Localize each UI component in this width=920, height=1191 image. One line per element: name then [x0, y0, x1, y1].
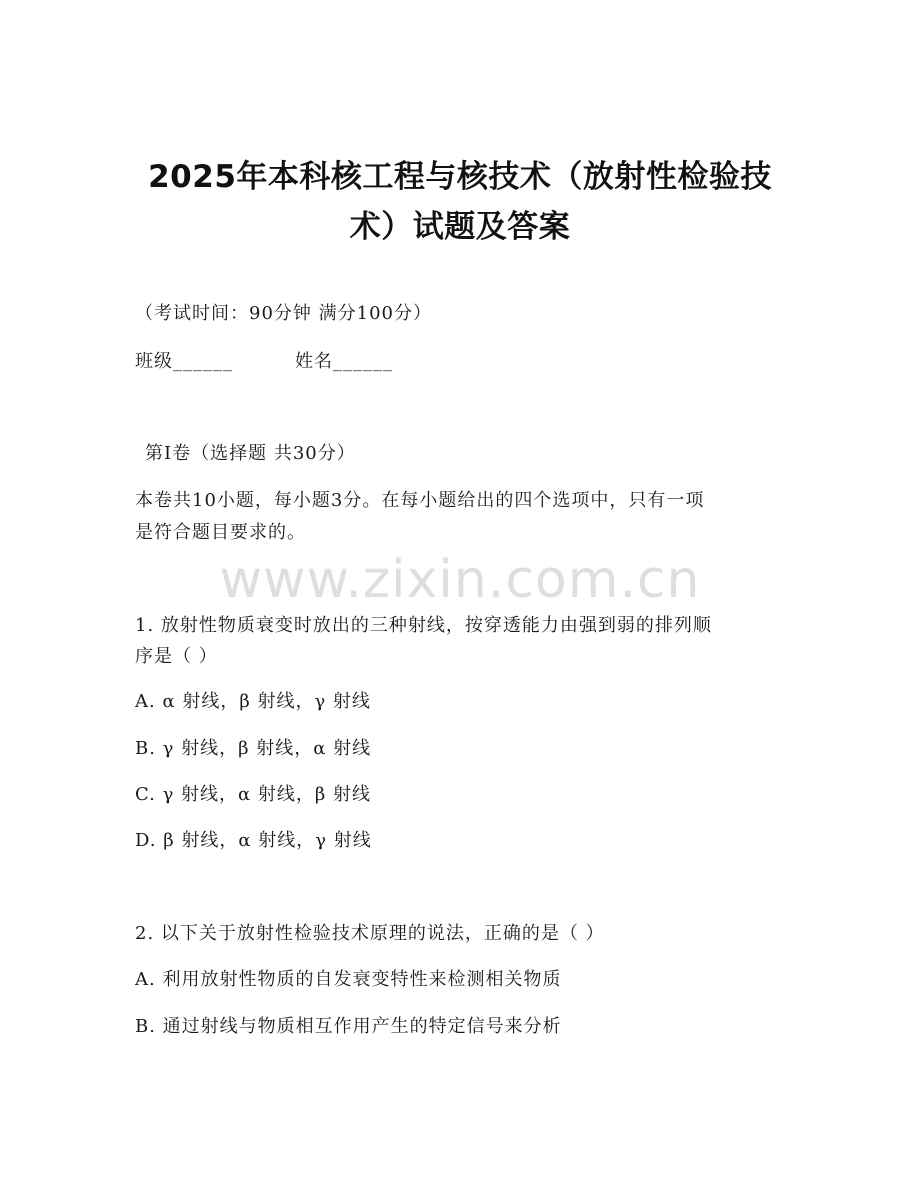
question-1-option-d: D. β 射线，α 射线，γ 射线	[135, 830, 372, 851]
document-title-line-2: 术）试题及答案	[349, 209, 571, 245]
question-2-option-b: B. 通过射线与物质相互作用产生的特定信号来分析	[135, 1016, 562, 1037]
question-2-stem: 2. 以下关于放射性检验技术原理的说法，正确的是（ ）	[135, 923, 605, 944]
section-instruction-line-2: 是符合题目要求的。	[135, 522, 306, 543]
name-field-label: 姓名______	[295, 351, 393, 372]
question-1-option-a: A. α 射线，β 射线，γ 射线	[135, 691, 371, 712]
question-1-option-c: C. γ 射线，α 射线，β 射线	[135, 784, 372, 805]
question-1-option-b: B. γ 射线，β 射线，α 射线	[135, 738, 372, 759]
document-title-line-1: 2025年本科核工程与核技术（放射性检验技	[148, 159, 772, 195]
question-2-option-a: A. 利用放射性物质的自发衰变特性来检测相关物质	[135, 969, 562, 990]
question-1-stem-line-1: 1. 放射性物质衰变时放出的三种射线，按穿透能力由强到弱的排列顺	[135, 615, 712, 636]
section-instruction-line-1: 本卷共10小题，每小题3分。在每小题给出的四个选项中，只有一项	[135, 490, 705, 511]
section-heading: 第Ⅰ卷（选择题 共30分）	[145, 443, 356, 464]
exam-time-info: （考试时间：90分钟 满分100分）	[135, 303, 432, 324]
question-1-stem-line-2: 序是（ ）	[135, 646, 218, 667]
site-watermark: www.zixin.com.cn	[219, 550, 701, 610]
class-field-label: 班级______	[135, 351, 233, 372]
